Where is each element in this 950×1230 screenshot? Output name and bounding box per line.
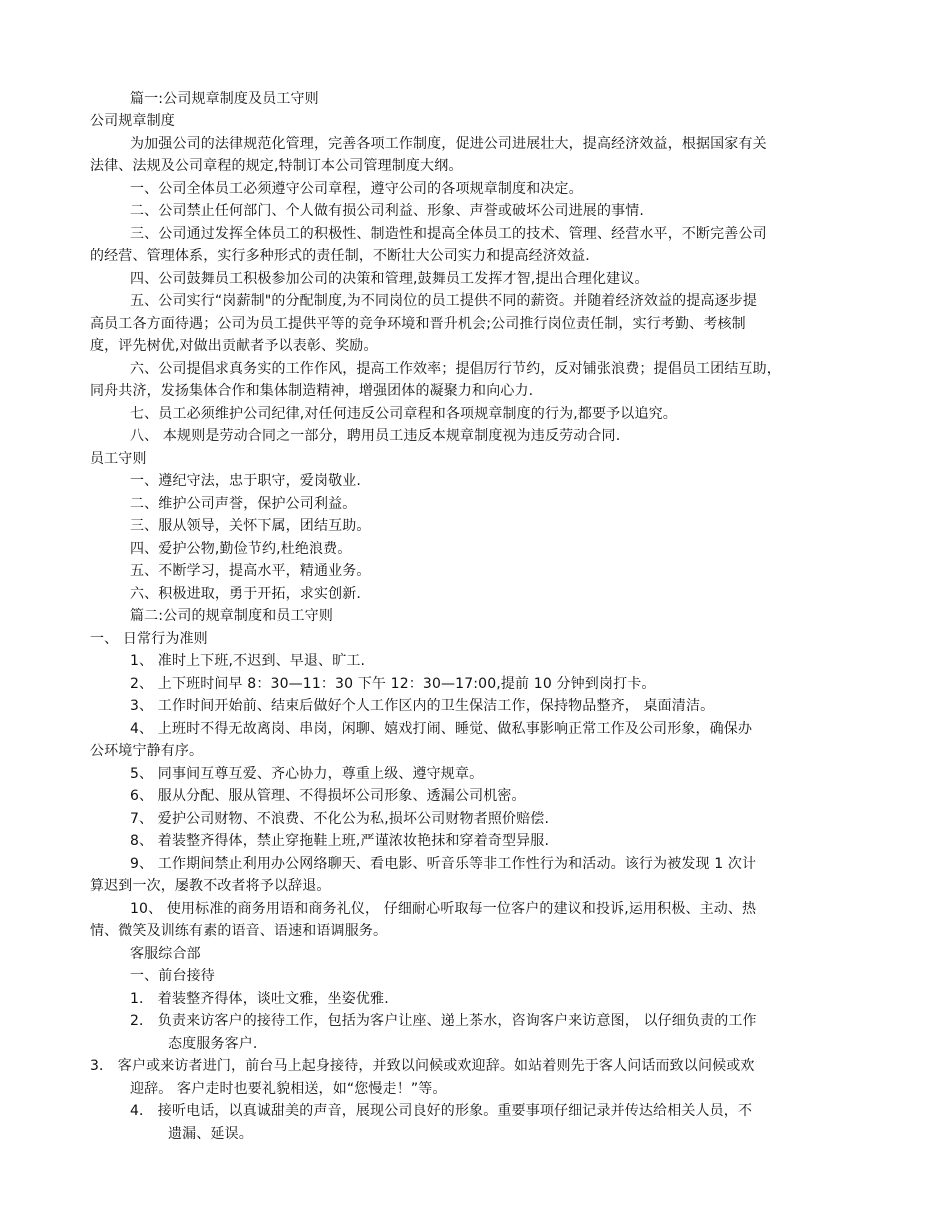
section-heading-part-two: 篇二:公司的规章制度和员工守则 bbox=[130, 608, 333, 624]
list-item-continuation: 算迟到一次，屡教不改者将予以辞退。 bbox=[90, 878, 331, 894]
subheading-employee-code: 员工守则 bbox=[90, 451, 147, 467]
list-item-continuation: 迎辞。 客户走时也要礼貌相送，如“您慢走！”等。 bbox=[130, 1081, 447, 1097]
list-item: 五、不断学习，提高水平，精通业务。 bbox=[130, 563, 371, 579]
subheading-daily-conduct: 一、 日常行为准则 bbox=[90, 631, 208, 647]
list-item: 7、 爱护公司财物、不浪费、不化公为私,损坏公司财物者照价赔偿. bbox=[130, 811, 550, 827]
subheading-company-rules: 公司规章制度 bbox=[90, 113, 175, 129]
list-item: 1． 着装整齐得体，谈吐文雅，坐姿优雅. bbox=[130, 991, 389, 1007]
section-heading-part-one: 篇一:公司规章制度及员工守则 bbox=[130, 91, 319, 107]
subheading-customer-service: 客服综合部 bbox=[130, 946, 201, 962]
list-item: 8、 着装整齐得体，禁止穿拖鞋上班,严谨浓妆艳抹和穿着奇型异服. bbox=[130, 833, 550, 849]
list-item-continuation: 态度服务客户. bbox=[168, 1036, 258, 1052]
list-item: 1、 准时上下班,不迟到、早退、旷工. bbox=[130, 653, 366, 669]
subheading-front-desk: 一、前台接待 bbox=[130, 968, 215, 984]
paragraph-line: 四、公司鼓舞员工积极参加公司的决策和管理,鼓舞员工发挥才智,提出合理化建议。 bbox=[130, 271, 649, 287]
list-item: 4、 上班时不得无故离岗、串岗，闲聊、嬉戏打闹、睡觉、做私事影响正常工作及公司形象，确保办 bbox=[130, 721, 753, 737]
list-item-continuation: 情、微笑及训练有素的语音、语速和语调服务。 bbox=[90, 923, 388, 939]
list-item: 二、维护公司声誉，保护公司利益。 bbox=[130, 496, 357, 512]
paragraph-line: 同舟共济，发扬集体合作和集体制造精神，增强团体的凝聚力和向心力. bbox=[90, 383, 534, 399]
list-item: 2． 负责来访客户的接待工作，包括为客户让座、递上茶水，咨询客户来访意图， 以仔细负责的工作 bbox=[130, 1013, 757, 1029]
paragraph-line: 三、公司通过发挥全体员工的积极性、制造性和提高全体员工的技术、管理、经营水平，不断完善公司 bbox=[130, 226, 767, 242]
paragraph-line: 的经营、管理体系，实行多种形式的责任制，不断壮大公司实力和提高经济效益. bbox=[90, 248, 590, 264]
list-item: 三、服从领导，关怀下属，团结互助。 bbox=[130, 518, 371, 534]
list-item-continuation: 公环境宁静有序。 bbox=[90, 743, 204, 759]
list-item: 3． 客户或来访者进门，前台马上起身接待，并致以问候或欢迎辞。如站着则先于客人问话而致以问候或欢 bbox=[90, 1058, 755, 1074]
list-item: 9、 工作期间禁止利用办公网络聊天、看电影、听音乐等非工作性行为和活动。该行为被发现 1 次计 bbox=[130, 856, 757, 872]
list-item: 四、爱护公物,勤俭节约,杜绝浪费。 bbox=[130, 541, 352, 557]
list-item: 4． 接听电话，以真诚甜美的声音，展现公司良好的形象。重要事项仔细记录并传达给相关人员，不 bbox=[130, 1103, 753, 1119]
list-item: 3、 工作时间开始前、结束后做好个人工作区内的卫生保洁工作，保持物品整齐， 桌面清洁。 bbox=[130, 698, 715, 714]
paragraph-line: 二、公司禁止任何部门、个人做有损公司利益、形象、声誉或破坏公司进展的事情. bbox=[130, 203, 644, 219]
list-item: 2、 上下班时间早 8：30—11：30 下午 12：30—17:00,提前 10 分钟到岗打卡。 bbox=[130, 676, 656, 692]
paragraph-line: 度，评先树优,对做出贡献者予以表彰、奖励。 bbox=[90, 338, 378, 354]
list-item: 10、 使用标准的商务用语和商务礼仪， 仔细耐心听取每一位客户的建议和投诉,运用积极、主动、热 bbox=[130, 901, 757, 917]
paragraph-line: 八、 本规则是劳动合同之一部分，聘用员工违反本规章制度视为违反劳动合同. bbox=[130, 428, 621, 444]
paragraph-line: 七、员工必须维护公司纪律,对任何违反公司章程和各项规章制度的行为,都要予以追究。 bbox=[130, 406, 677, 422]
paragraph-line: 为加强公司的法律规范化管理，完善各项工作制度，促进公司进展壮大，提高经济效益，根据国家有关 bbox=[130, 136, 767, 152]
list-item: 一、遵纪守法，忠于职守，爱岗敬业. bbox=[130, 473, 361, 489]
paragraph-line: 高员工各方面待遇；公司为员工提供平等的竞争环境和晋升机会;公司推行岗位责任制，实行考勤、考核制 bbox=[90, 316, 746, 332]
list-item: 5、 同事间互尊互爱、齐心协力，尊重上级、遵守规章。 bbox=[130, 766, 484, 782]
paragraph-line: 法律、法规及公司章程的规定,特制订本公司管理制度大纲。 bbox=[90, 158, 463, 174]
list-item-continuation: 遗漏、延误。 bbox=[168, 1126, 253, 1142]
paragraph-line: 五、公司实行“岗薪制"的分配制度,为不同岗位的员工提供不同的薪资。并随着经济效益的提高逐步提 bbox=[130, 293, 758, 309]
list-item: 六、积极进取，勇于开拓，求实创新. bbox=[130, 586, 361, 602]
list-item: 6、 服从分配、服从管理、不得损坏公司形象、透漏公司机密。 bbox=[130, 788, 526, 804]
paragraph-line: 六、公司提倡求真务实的工作作风，提高工作效率；提倡厉行节约，反对铺张浪费；提倡员工团结互助， bbox=[130, 361, 781, 377]
paragraph-line: 一、公司全体员工必须遵守公司章程，遵守公司的各项规章制度和决定。 bbox=[130, 181, 583, 197]
